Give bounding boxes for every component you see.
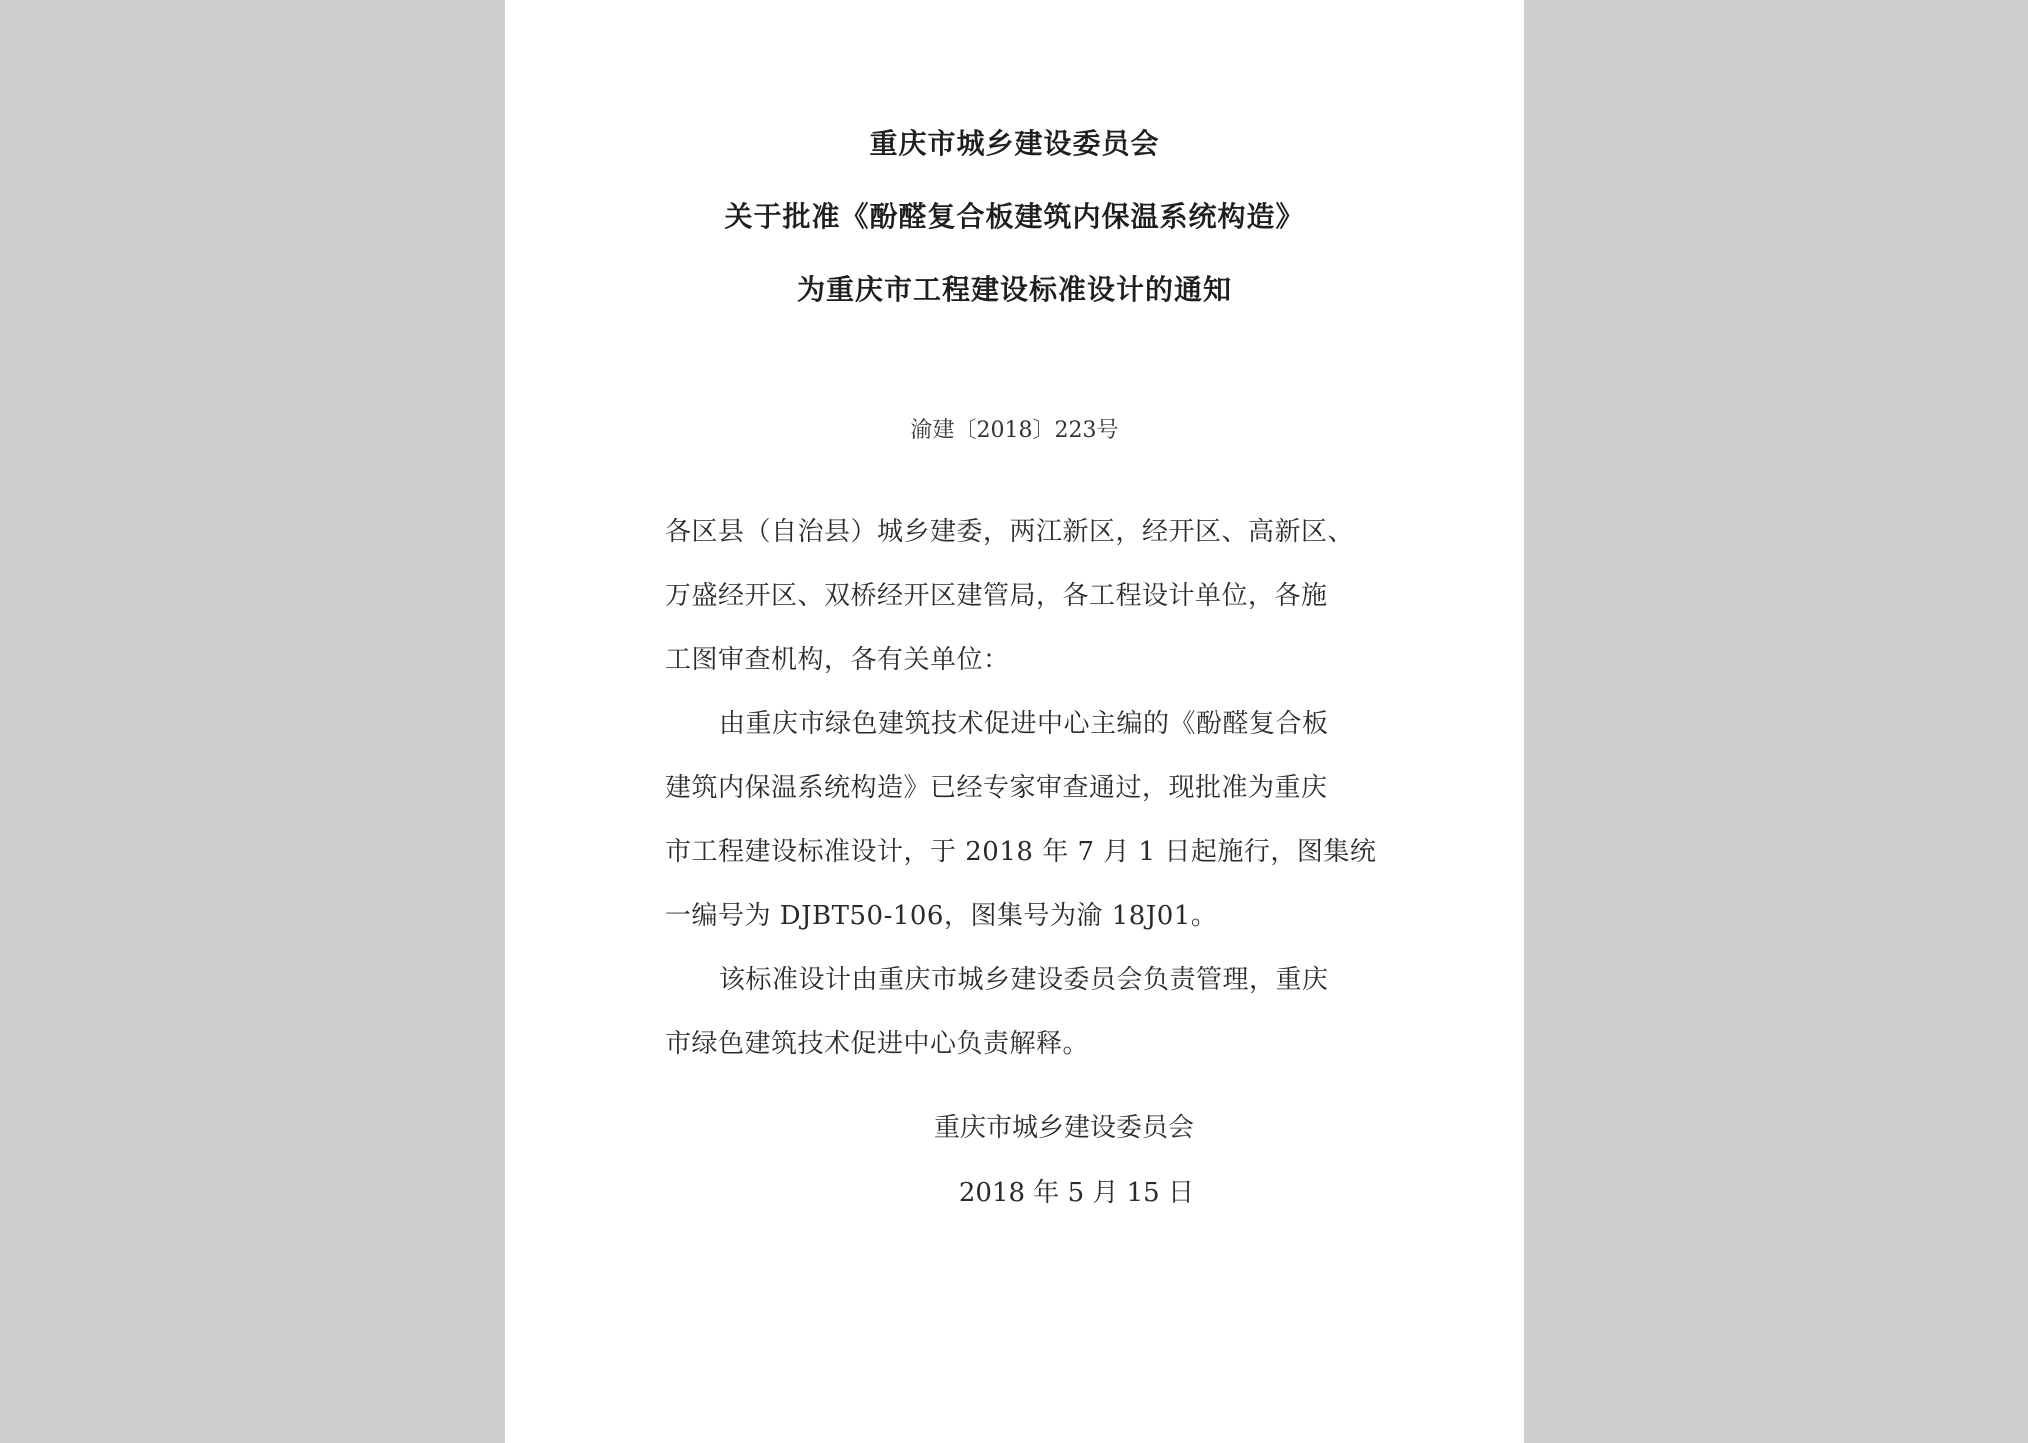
title-line-3: 为重庆市工程建设标准设计的通知 [796, 273, 1232, 306]
body-line: 市绿色建筑技术促进中心负责解释。 [665, 1029, 1090, 1059]
body-line: 一编号为 DJBT50-106，图集号为渝 18J01。 [665, 901, 1218, 931]
title-line-2: 关于批准《酚醛复合板建筑内保温系统构造》 [724, 200, 1305, 233]
body-line: 万盛经开区、双桥经开区建管局，各工程设计单位，各施 [665, 581, 1328, 611]
document-number: 渝建〔2018〕223号 [910, 418, 1119, 443]
body-line: 各区县（自治县）城乡建委，两江新区，经开区、高新区、 [665, 517, 1355, 547]
signature-organization: 重庆市城乡建设委员会 [933, 1113, 1194, 1143]
body-line: 建筑内保温系统构造》已经专家审查通过，现批准为重庆 [665, 773, 1328, 803]
body-line: 市工程建设标准设计，于 2018 年 7 月 1 日起施行，图集统 [665, 837, 1377, 867]
signature-date: 2018 年 5 月 15 日 [958, 1178, 1194, 1208]
body-line: 工图审查机构，各有关单位： [665, 645, 1010, 675]
document-page [505, 0, 1524, 1443]
title-line-1: 重庆市城乡建设委员会 [869, 127, 1160, 160]
body-line: 由重庆市绿色建筑技术促进中心主编的《酚醛复合板 [719, 709, 1329, 739]
body-line: 该标准设计由重庆市城乡建设委员会负责管理，重庆 [719, 965, 1329, 995]
